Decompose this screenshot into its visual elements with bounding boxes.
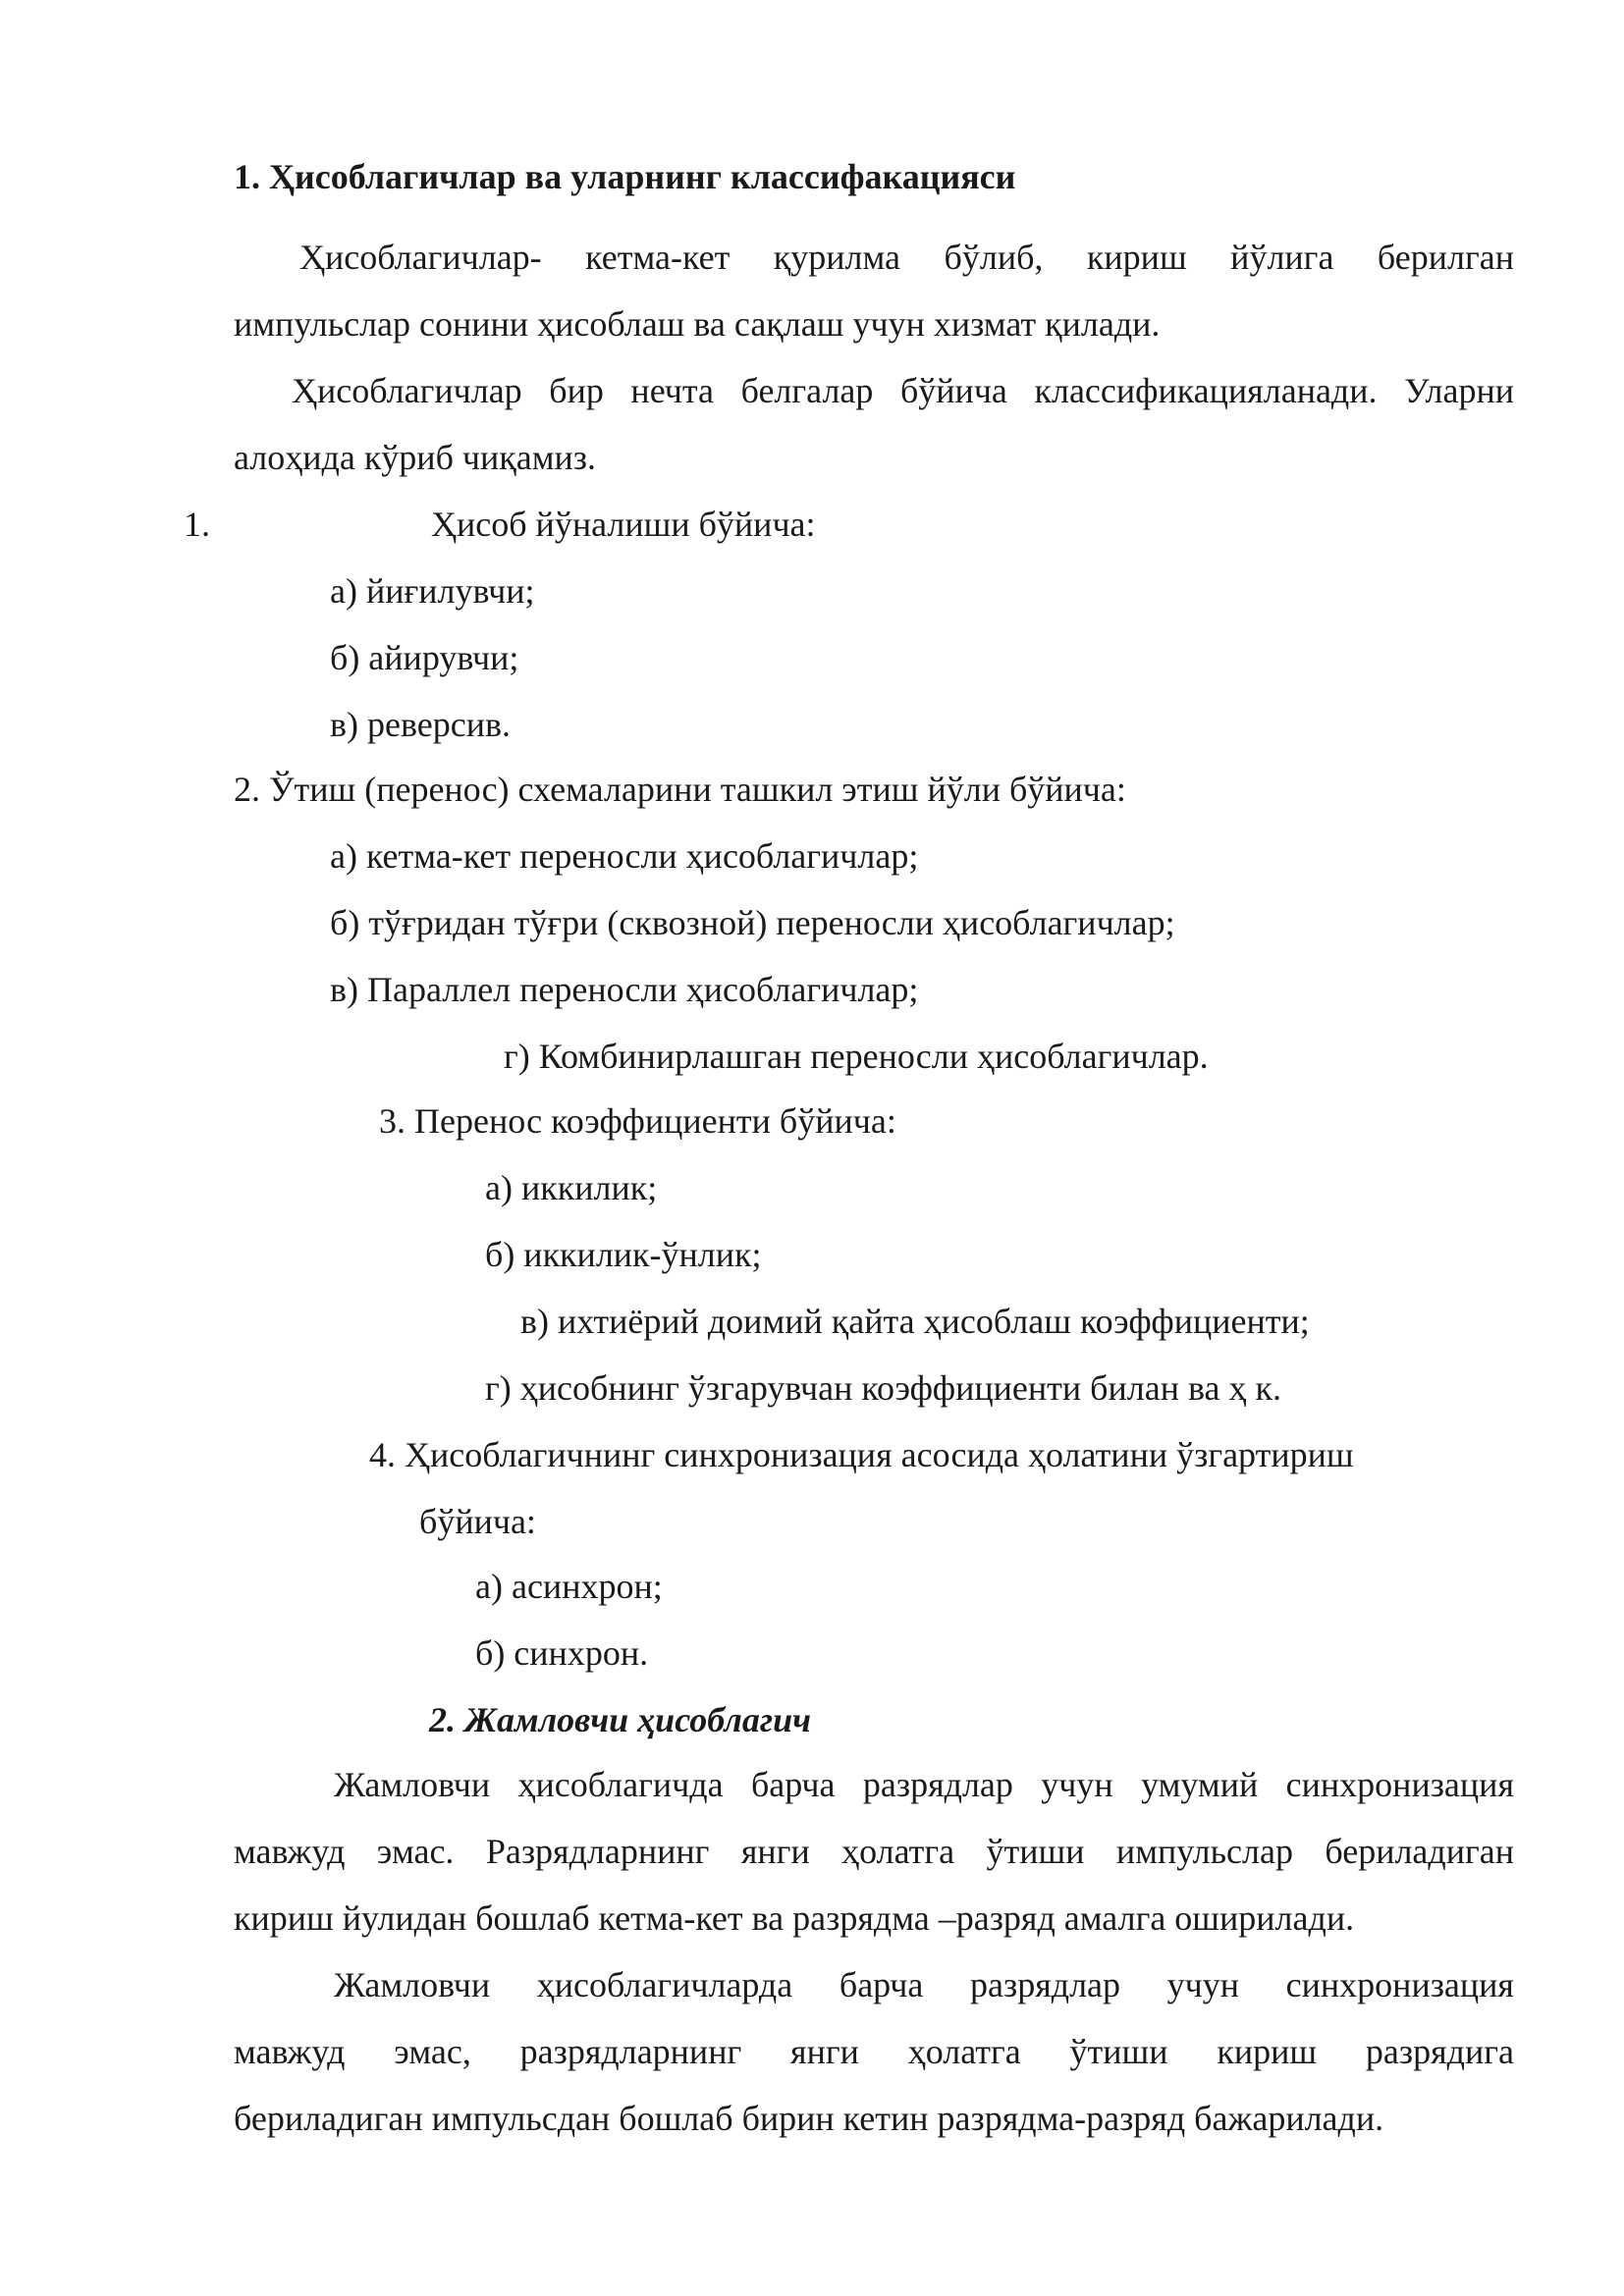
para2-line-1: Жамловчи ҳисоблагичларда барча разрядлар учун синхронизация: [334, 1965, 1514, 2004]
para2-line-2: мавжуд эмас, разрядларнинг янги ҳолатга ўтиши кириш разрядига: [234, 2032, 1514, 2071]
para2-line-3: бериладиган импульсдан бошлаб бирин кетин разрядма-разряд бажарилади.: [234, 2099, 1384, 2138]
list2-title: 2. Ўтиш (перенос) схемаларини ташкил этиш йўли бўйича:: [234, 770, 1126, 809]
list4-item-a: а) асинхрон;: [475, 1567, 663, 1606]
section-heading-1: 1. Ҳисоблагичлар ва уларнинг классифакацияси: [234, 157, 1016, 196]
list1-item-b: б) айирувчи;: [330, 638, 519, 677]
list4-title-line-2: бўйича:: [419, 1502, 536, 1541]
para1-line-1: Жамловчи ҳисоблагичда барча разрядлар учун умумий синхронизация: [334, 1765, 1514, 1804]
list4-title-line-1: 4. Ҳисоблагичнинг синхронизация асосида ҳолатини ўзгартириш: [369, 1435, 1354, 1474]
intro-line-4: алоҳида кўриб чиқамиз.: [234, 438, 596, 477]
list3-item-b: б) иккилик-ўнлик;: [485, 1235, 762, 1274]
list2-item-c: в) Параллел переносли ҳисоблагичлар;: [330, 970, 919, 1009]
list4-item-b: б) синхрон.: [475, 1633, 649, 1673]
list2-item-b: б) тўғридан тўғри (сквозной) переносли ҳисоблагичлар;: [330, 903, 1175, 942]
list2-item-a: а) кетма-кет переносли ҳисоблагичлар;: [330, 836, 919, 876]
list3-item-a: а) иккилик;: [485, 1168, 658, 1207]
intro-line-3: Ҳисоблагичлар бир нечта белгалар бўйича классификацияланади. Уларни: [292, 371, 1514, 410]
list1-title: Ҳисоб йўналиши бўйича:: [431, 505, 816, 544]
list1-number: 1.: [184, 505, 210, 544]
intro-line-2: импульслар сонини ҳисоблаш ва сақлаш учун хизмат қилади.: [234, 304, 1161, 344]
para1-line-2: мавжуд эмас. Разрядларнинг янги ҳолатга ўтиши импульслар бериладиган: [234, 1832, 1514, 1871]
intro-line-1: Ҳисоблагичлар- кетма-кет қурилма бўлиб, кириш йўлига берилган: [299, 238, 1514, 277]
list2-item-d: г) Комбинирлашган переносли ҳисоблагичлар.: [504, 1037, 1209, 1076]
list3-item-d: г) ҳисобнинг ўзгарувчан коэффициенти билан ва ҳ к.: [485, 1368, 1281, 1408]
para1-line-3: кириш йулидан бошлаб кетма-кет ва разрядма –разряд амалга оширилади.: [234, 1898, 1355, 1938]
list1-item-a: а) йиғилувчи;: [330, 571, 535, 611]
section-heading-2: 2. Жамловчи ҳисоблагич: [429, 1700, 812, 1739]
list1-item-c: в) реверсив.: [330, 705, 511, 744]
list3-title: 3. Перенос коэффициенти бўйича:: [379, 1101, 896, 1141]
list3-item-c: в) ихтиёрий доимий қайта ҳисоблаш коэффициенти;: [520, 1302, 1310, 1341]
